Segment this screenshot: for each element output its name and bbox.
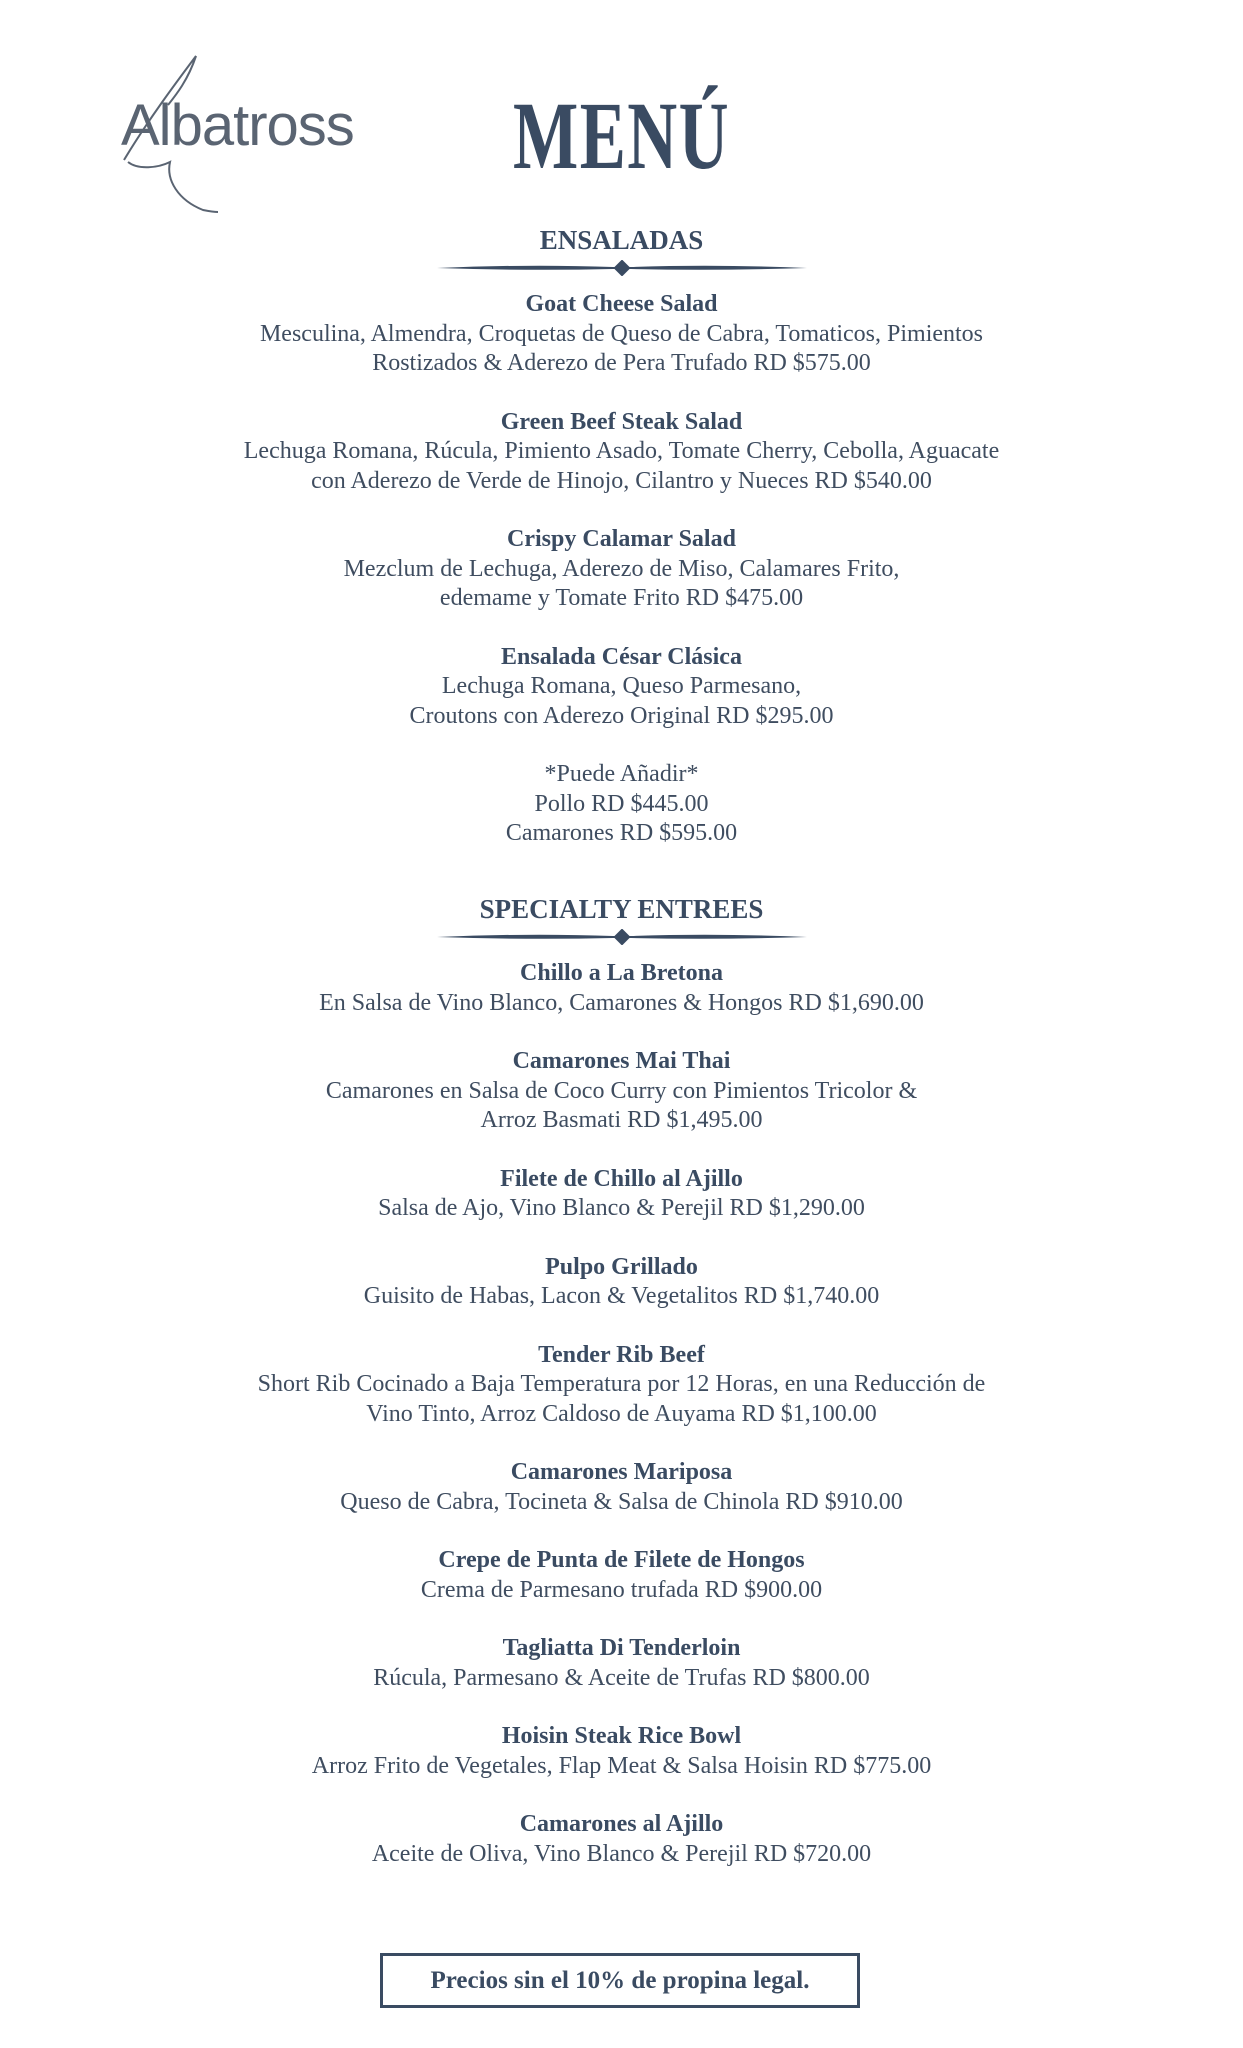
menu-item-description: edemame y Tomate Frito RD $475.00 [439, 585, 804, 611]
menu-item-name: Green Beef Steak Salad [500, 408, 743, 435]
menu-item [0, 290, 1243, 379]
menu-item-description: Short Rib Cocinado a Baja Temperatura por 12 Horas, en una Reducción de [257, 1371, 986, 1397]
menu-item-description: Crema de Parmesano trufada RD $900.00 [420, 1576, 823, 1603]
menu-item [0, 1253, 1243, 1312]
menu-item [0, 1810, 1243, 1869]
menu-item [0, 1047, 1243, 1136]
menu-section [0, 224, 1243, 849]
menu-item-description: Aceite de Oliva, Vino Blanco & Perejil RD $720.00 [371, 1840, 872, 1867]
section-heading: ENSALADAS [539, 225, 704, 255]
menu-item-name: Tagliatta Di Tenderloin [502, 1635, 741, 1661]
menu-item-name: Chillo a La Bretona [520, 960, 723, 986]
menu-item-name: Ensalada César Clásica [501, 643, 742, 670]
menu-item-description: Guisito de Habas, Lacon & Vegetalitos RD $1,740.00 [363, 1283, 880, 1309]
ornament-divider [437, 929, 807, 945]
menu-item-description: Queso de Cabra, Tocineta & Salsa de Chinola RD $910.00 [340, 1488, 903, 1515]
menu-item [0, 643, 1243, 732]
addon-line: *Puede Añadir* [544, 761, 699, 787]
menu-item-description: Arroz Basmati RD $1,495.00 [480, 1107, 763, 1133]
menu-item-description: con Aderezo de Verde de Hinojo, Cilantro y Nueces RD $540.00 [311, 467, 932, 494]
menu-item-description: Croutons con Aderezo Original RD $295.00 [409, 702, 834, 729]
logo-wordmark: Albatross [121, 93, 354, 158]
menu-item-name: Hoisin Steak Rice Bowl [501, 1723, 742, 1749]
menu-item-name: Camarones al Ajillo [519, 1811, 724, 1837]
addon-line: Camarones RD $595.00 [505, 820, 738, 846]
menu-item [0, 1341, 1243, 1430]
menu-item-description: Vino Tinto, Arroz Caldoso de Auyama RD $1,100.00 [366, 1400, 877, 1427]
menu-item [0, 525, 1243, 614]
menu-item [0, 1722, 1243, 1781]
menu-item-description: Mezclum de Lechuga, Aderezo de Miso, Calamares Frito, [343, 555, 900, 582]
menu-item-description: En Salsa de Vino Blanco, Camarones & Hongos RD $1,690.00 [319, 989, 924, 1016]
menu-item-description: Mesculina, Almendra, Croquetas de Queso de Cabra, Tomaticos, Pimientos [259, 320, 984, 347]
menu-item-description: Lechuga Romana, Queso Parmesano, [441, 673, 802, 699]
menu-item-name: Crepe de Punta de Filete de Hongos [438, 1547, 805, 1573]
menu-item-description: Rúcula, Parmesano & Aceite de Trufas RD $800.00 [373, 1664, 870, 1691]
menu-item-name: Goat Cheese Salad [525, 291, 718, 317]
menu-item [0, 1458, 1243, 1517]
menu-item-name: Camarones Mariposa [510, 1459, 733, 1485]
menu-item-description: Arroz Frito de Vegetales, Flap Meat & Salsa Hoisin RD $775.00 [311, 1752, 932, 1779]
menu-item-name: Crispy Calamar Salad [507, 526, 736, 552]
menu-item-name: Pulpo Grillado [545, 1253, 698, 1280]
menu-item-description: Rostizados & Aderezo de Pera Trufado RD $575.00 [372, 350, 871, 376]
menu-item [0, 1165, 1243, 1224]
menu-item-name: Camarones Mai Thai [512, 1048, 731, 1074]
menu-item [0, 408, 1243, 497]
menu-item-description: Lechuga Romana, Rúcula, Pimiento Asado, Tomate Cherry, Cebolla, Aguacate [243, 438, 1000, 464]
menu-item [0, 1546, 1243, 1605]
menu-item [0, 959, 1243, 1018]
menu-item [0, 1634, 1243, 1693]
menu-section [0, 893, 1243, 1898]
ornament-divider [437, 260, 807, 276]
menu-item-description: Camarones en Salsa de Coco Curry con Pimientos Tricolor & [325, 1077, 918, 1104]
menu-item-description: Salsa de Ajo, Vino Blanco & Perejil RD $1,290.00 [378, 1195, 865, 1221]
addon-line: Pollo RD $445.00 [534, 790, 709, 817]
tip-notice: Precios sin el 10% de propina legal. [380, 1953, 860, 2008]
page-title: MENÚ [513, 82, 730, 189]
section-heading: SPECIALTY ENTREES [479, 894, 764, 924]
menu-item-name: Filete de Chillo al Ajillo [500, 1165, 743, 1192]
addons-block [0, 760, 1243, 849]
menu-item-name: Tender Rib Beef [538, 1341, 705, 1368]
